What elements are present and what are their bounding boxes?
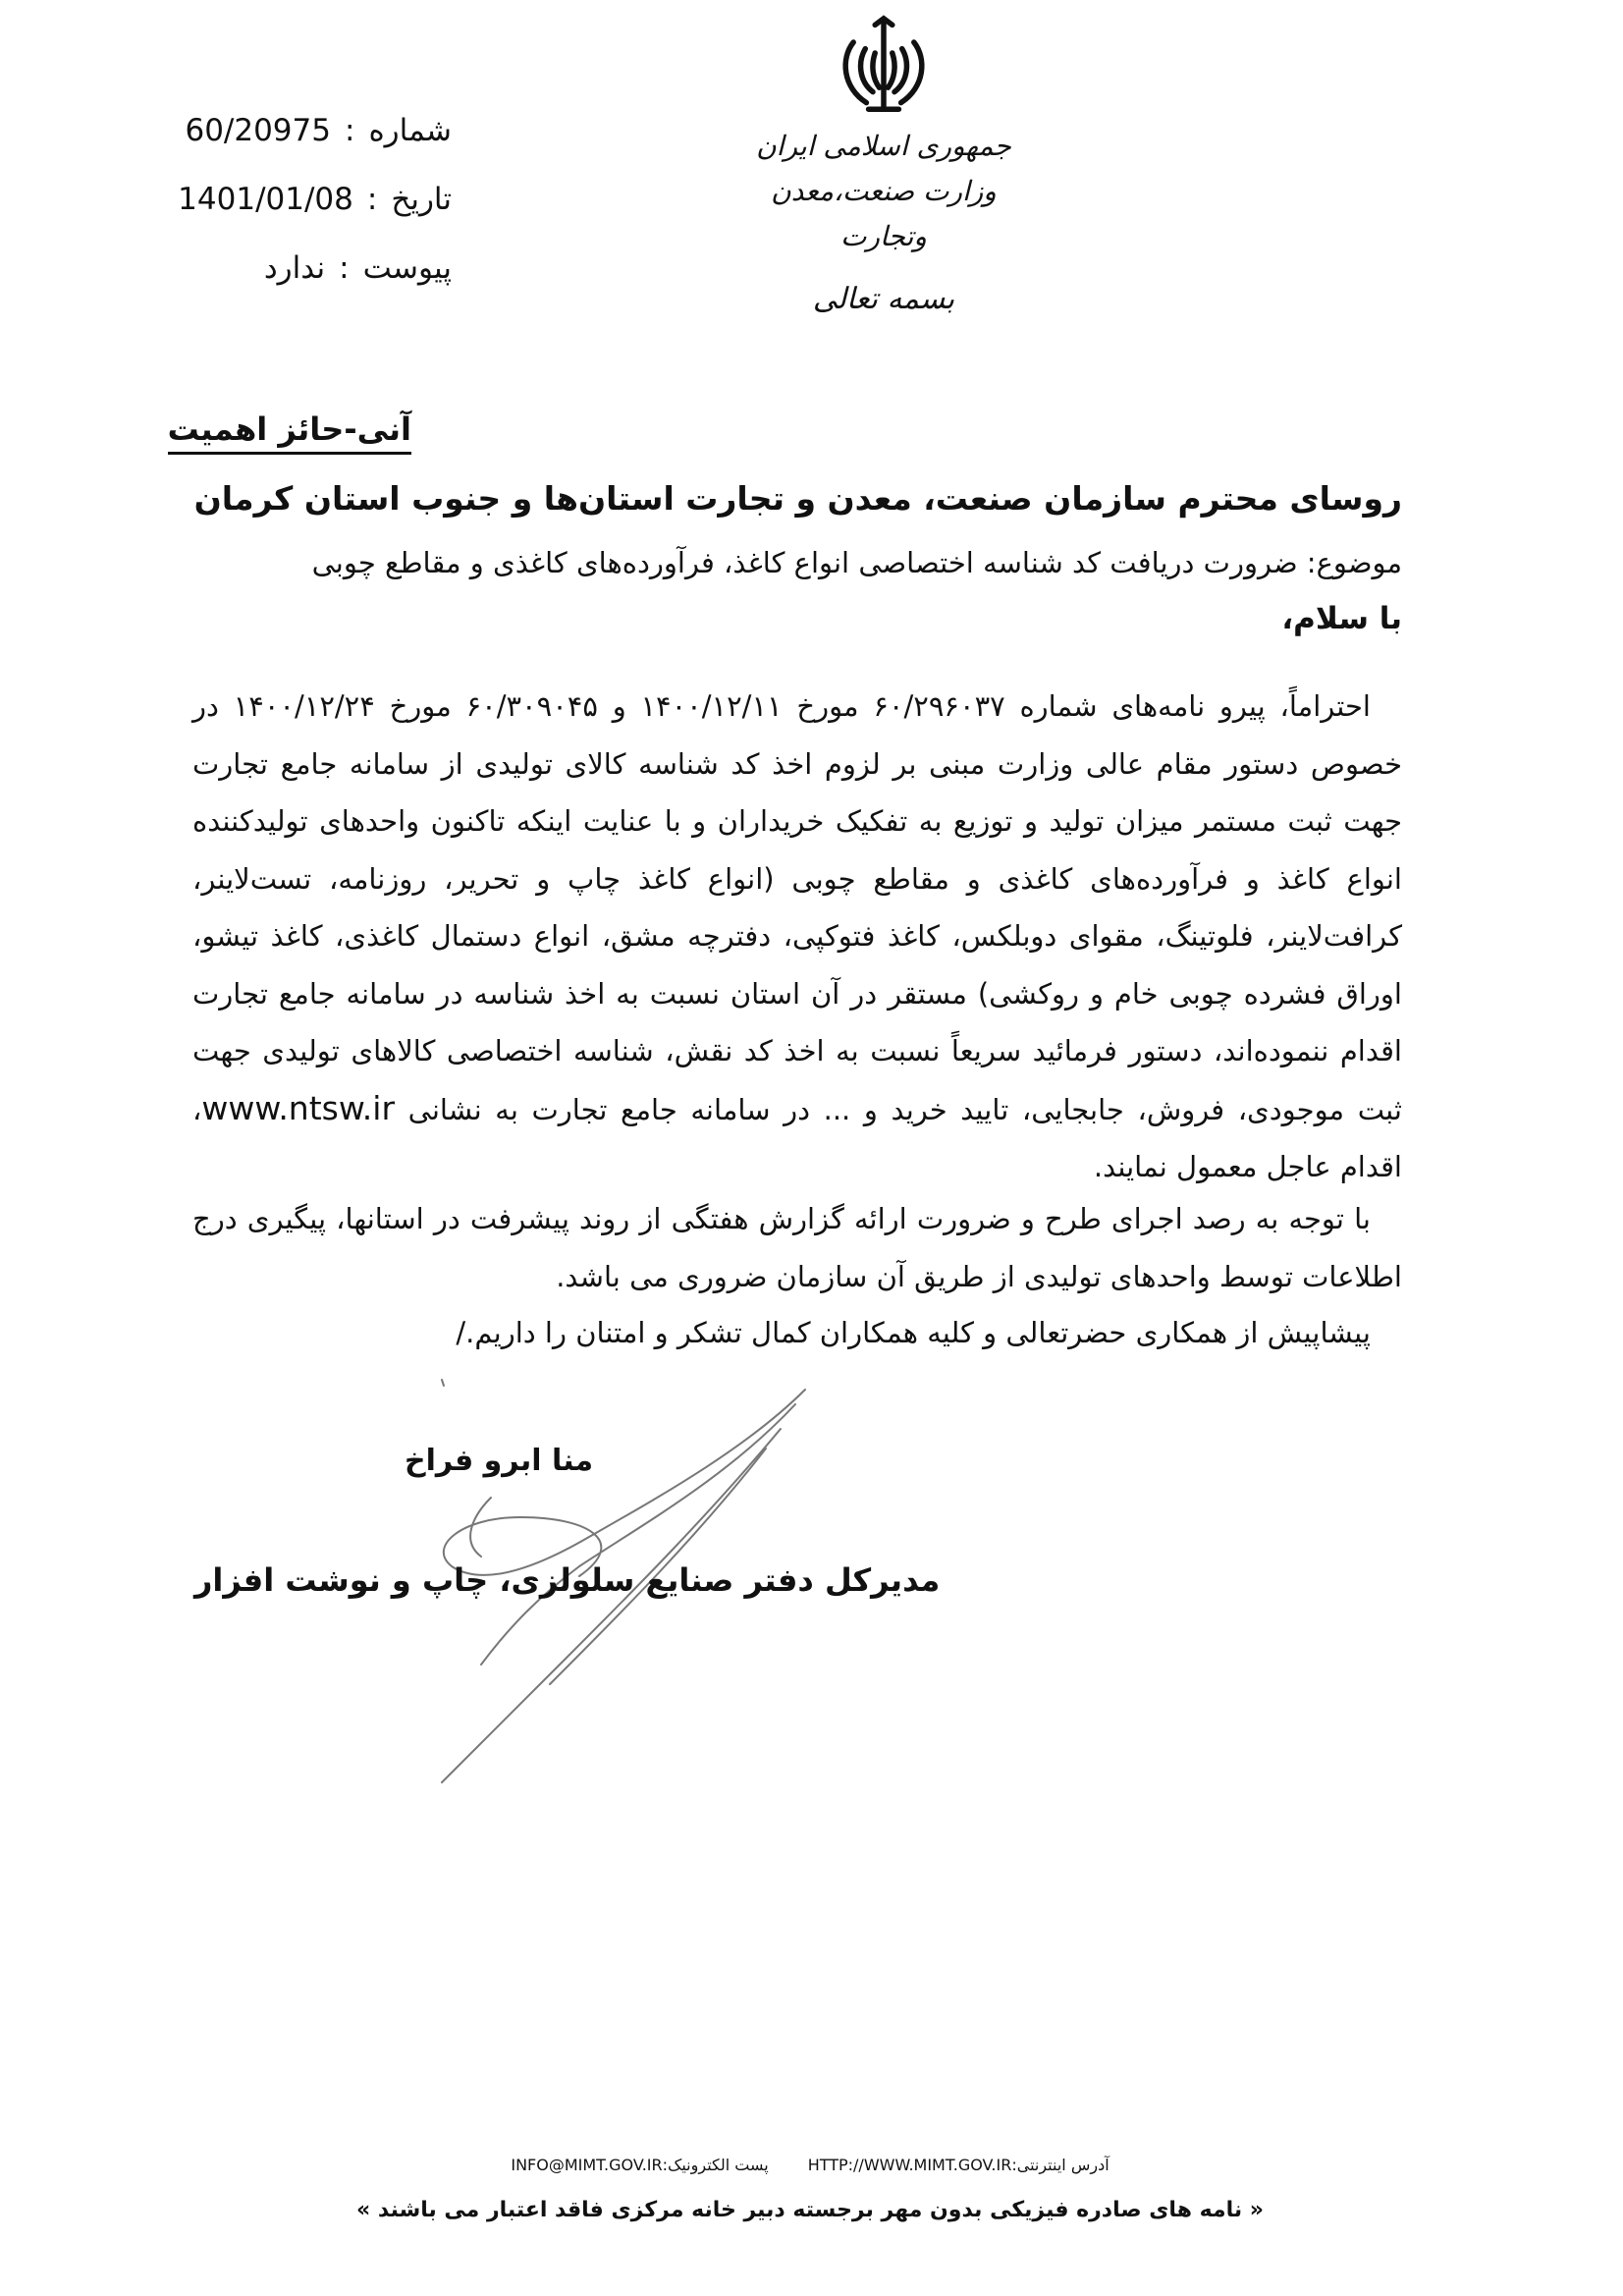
footer-note: « نامه های صادره فیزیکی بدون مهر برجسته دبیر خانه مرکزی فاقد اعتبار می باشند » bbox=[356, 2198, 1264, 2222]
paragraph-1-text: احتراماً، پیرو نامه‌های شماره ۶۰/۲۹۶۰۳۷ مورخ ۱۴۰۰/۱۲/۱۱ و ۶۰/۳۰۹۰۴۵ مورخ ۱۴۰۰/۱۲/۲۴ در خصوص دستور مقام عالی وزارت مبنی بر لزوم اخذ کد شناسه کالای تولیدی از سامانه جامع تجارت جهت ثبت مستمر میزان تولید و توزیع به تفکیک خریداران و با عنایت اینکه تاکنون واحدهای تولیدکننده انواع کاغذ و فرآورده‌های کاغذی و مقاطع چوبی (انواع کاغذ چاپ و تحریر، روزنامه، تست‌لاینر، کرافت‌لاینر، فلوتینگ، مقوای دوبلکس، کاغذ فتوکپی، دفترچه مشق، انواع دستمال کاغذی، کاغذ تیشو، اوراق فشرده چوبی خام و روکشی) مستقر در آن استان نسبت به اخذ شناسه در سامانه جامع تجارت اقدام ننموده‌اند، دستور فرمائید سریعاً نسبت به اخذ کد نقش، شناسه اختصاصی کالاهای تولیدی جهت ثبت موجودی، فروش، جابجایی، تایید خرید و ... در سامانه جامع تجارت به نشانی bbox=[192, 689, 1402, 1126]
footer-email-value[interactable]: INFO@MIMT.GOV.IR bbox=[511, 2156, 663, 2174]
iran-emblem-icon bbox=[830, 10, 938, 118]
body-paragraph-1 bbox=[192, 678, 1402, 1196]
meta-attachment-row bbox=[157, 234, 452, 302]
ntsw-url: www.ntsw.ir bbox=[201, 1088, 396, 1127]
footer-email bbox=[511, 2156, 768, 2174]
meta-separator: : bbox=[344, 113, 355, 148]
meta-date-value: 1401/01/08 bbox=[178, 182, 353, 217]
footer-email-label: پست الکترونیک: bbox=[662, 2156, 769, 2174]
footer-contacts bbox=[442, 2156, 1178, 2174]
meta-attachment-label: پیوست bbox=[362, 250, 452, 286]
letterhead bbox=[756, 10, 1011, 322]
letter-meta bbox=[157, 96, 452, 302]
ministry-title: وزارت صنعت،معدن وتجارت bbox=[771, 175, 997, 252]
meta-date-label: تاریخ bbox=[391, 182, 452, 217]
meta-number-row bbox=[157, 96, 452, 165]
subject: موضوع: ضرورت دریافت کد شناسه اختصاصی انواع کاغذ، فرآورده‌های کاغذی و مقاطع چوبی bbox=[311, 546, 1402, 579]
footer-web-label: آدرس اینترنتی: bbox=[1011, 2156, 1109, 2174]
paragraph-3-text: پیشاپیش از همکاری حضرتعالی و کلیه همکاران کمال تشکر و امتنان را داریم./ bbox=[456, 1316, 1371, 1349]
meta-date-row bbox=[157, 165, 452, 234]
priority-label: آنی-حائز اهمیت bbox=[168, 410, 411, 455]
invocation: بسمه تعالی bbox=[812, 282, 955, 316]
signatory-title: مدیرکل دفتر صنایع سلولزی، چاپ و نوشت افزار bbox=[194, 1561, 941, 1599]
signatory-name: منا ابرو فراخ bbox=[405, 1444, 594, 1478]
footer-web-value[interactable]: HTTP://WWW.MIMT.GOV.IR bbox=[807, 2156, 1012, 2174]
paragraph-1-ending: ، اقدام عاجل معمول نمایند. bbox=[192, 1092, 1402, 1183]
meta-number-label: شماره bbox=[368, 113, 452, 148]
republic-title: جمهوری اسلامی ایران bbox=[756, 130, 1011, 162]
meta-attachment-value: ندارد bbox=[263, 250, 326, 286]
meta-separator: : bbox=[339, 250, 350, 286]
greeting: با سلام، bbox=[1281, 601, 1402, 636]
recipient: روسای محترم سازمان صنعت، معدن و تجارت استان‌ها و جنوب استان کرمان bbox=[193, 479, 1402, 518]
paragraph-2-text: با توجه به رصد اجرای طرح و ضرورت ارائه گزارش هفتگی از روند پیشرفت در استانها، پیگیری درج اطلاعات توسط واحدهای تولیدی از طریق آن سازمان ضروری می باشد. bbox=[192, 1202, 1402, 1293]
meta-separator: : bbox=[366, 182, 378, 217]
meta-number-value: 60/20975 bbox=[185, 113, 331, 148]
body-paragraph-2 bbox=[192, 1190, 1402, 1305]
footer-web bbox=[808, 2156, 1109, 2174]
body-paragraph-3 bbox=[192, 1304, 1402, 1362]
